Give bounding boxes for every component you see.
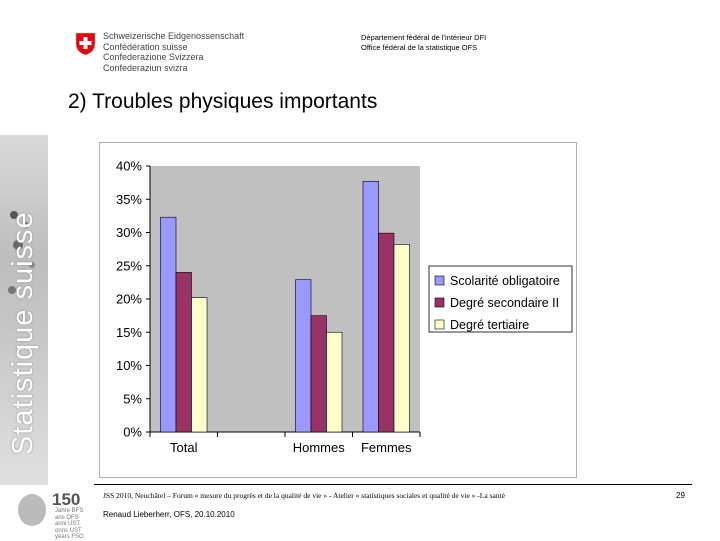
y-tick-label: 10% xyxy=(115,358,142,373)
logo-caption-line: anni UST xyxy=(55,521,81,527)
y-tick-label: 30% xyxy=(115,225,142,240)
bar-total-0 xyxy=(161,217,177,432)
confed-line: Confederaziun svizra xyxy=(103,62,188,73)
y-tick-label: 15% xyxy=(115,324,142,340)
logo-caption-line: onns UST xyxy=(55,527,82,534)
department-line: Département fédéral de l'intérieur DFI xyxy=(361,33,487,42)
bar-total-1 xyxy=(176,272,192,432)
sidebar-banner xyxy=(0,135,48,485)
logo-number: 150 xyxy=(52,490,81,509)
footer-author: Renaud Lieberherr, OFS, 20.10.2010 xyxy=(103,510,235,519)
legend-label: Degré secondaire II xyxy=(450,296,560,310)
x-tick-label: Hommes xyxy=(292,440,345,455)
swiss-flag-icon xyxy=(75,32,96,56)
legend-label: Degré tertiaire xyxy=(450,318,530,332)
bar-femmes-0 xyxy=(363,181,379,432)
confederation-names xyxy=(103,31,244,73)
y-tick-label: 25% xyxy=(115,258,142,274)
x-tick-label: Femmes xyxy=(360,440,412,455)
y-tick-label: 20% xyxy=(115,291,142,307)
bar-hommes-0 xyxy=(296,280,312,432)
confed-line: Schweizerische Eidgenossenschaft xyxy=(103,31,245,41)
department-info xyxy=(361,33,486,53)
y-tick-label: 5% xyxy=(123,391,142,407)
slide-title: 2) Troubles physiques importants xyxy=(68,90,378,113)
confed-line: Confédération suisse xyxy=(103,41,188,52)
page-number: 29 xyxy=(676,491,685,500)
y-tick-label: 0% xyxy=(123,424,142,440)
logo-caption xyxy=(55,508,84,541)
bar-total-2 xyxy=(192,298,208,432)
confed-line: Confederazione Svizzera xyxy=(103,52,204,62)
y-tick-label: 40% xyxy=(115,158,142,174)
footer-divider xyxy=(94,484,692,485)
bar-hommes-2 xyxy=(327,332,343,432)
chart-frame xyxy=(99,142,577,478)
legend-swatch xyxy=(435,320,444,329)
footer-event-text: JSS 2010, Neuchâtel – Forum « mesure du progrès et de la qualité de vie » - Atelier « statistiques sociales et qualité de vie » -La santé xyxy=(103,491,505,500)
logo-caption-line: years FSO xyxy=(55,534,84,540)
logo-caption-line: ans OFS xyxy=(55,514,79,521)
bar-hommes-1 xyxy=(311,316,327,432)
logo-caption-line: Jahre BFS xyxy=(55,508,84,514)
anniversary-logo xyxy=(12,490,92,540)
bar-chart xyxy=(100,143,576,477)
sidebar-brand-text: Statistique suisse xyxy=(7,211,39,455)
bar-femmes-1 xyxy=(379,233,395,432)
x-tick-label: Total xyxy=(170,440,198,455)
legend-swatch xyxy=(435,298,444,307)
y-tick-label: 35% xyxy=(115,191,142,207)
logo-emblem-icon xyxy=(18,494,46,526)
office-line: Office fédéral de la statistique OFS xyxy=(361,43,478,52)
legend-label: Scolarité obligatoire xyxy=(450,274,560,288)
legend-swatch xyxy=(435,276,444,285)
bar-femmes-2 xyxy=(394,244,410,432)
